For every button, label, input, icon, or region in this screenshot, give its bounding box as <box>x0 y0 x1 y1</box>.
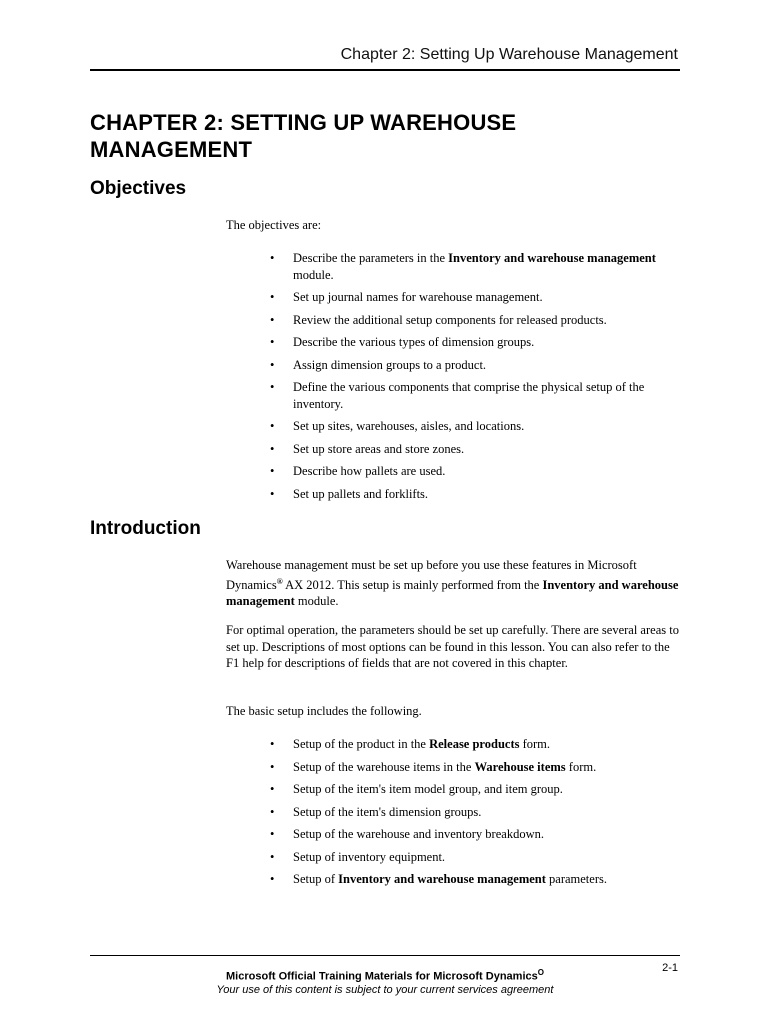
objectives-list <box>226 250 681 508</box>
item-text: Set up journal names for warehouse management. <box>293 290 543 304</box>
bullet-icon: • <box>270 251 275 265</box>
list-item <box>226 804 681 821</box>
bullet-icon: • <box>270 872 275 886</box>
list-item <box>226 289 681 306</box>
list-item <box>226 250 681 283</box>
item-text: Setup of inventory equipment. <box>293 849 446 864</box>
item-text: Describe the various types of dimension groups. <box>293 335 535 349</box>
introduction-paragraph: For optimal operation, the parameters should be set up carefully. There are several areas to set up. Descriptions of most options can be found in this lesson. You can also refer to the F1 help for descriptions of fields that are not covered in this chapter. <box>226 623 679 670</box>
list-item <box>226 418 681 435</box>
bullet-icon: • <box>270 380 275 394</box>
bullet-icon: • <box>270 849 275 864</box>
item-bold-text: Release products <box>429 737 520 751</box>
paragraph-text: Warehouse management must be set up before you use these features in Microsoft Dynamics <box>226 558 637 592</box>
list-item <box>226 486 681 503</box>
bullet-icon: • <box>270 290 275 304</box>
item-bold-text: Inventory and warehouse management <box>338 872 546 886</box>
footer-rule <box>90 955 680 956</box>
footer-title-mark: O <box>537 968 544 977</box>
footer-title-text: Microsoft Official Training Materials for Microsoft Dynamics <box>226 970 538 983</box>
paragraph-bold-text: Inventory and warehouse management <box>226 577 679 609</box>
setup-list <box>226 736 681 894</box>
bullet-icon: • <box>270 464 275 478</box>
item-text: Describe how pallets are used. <box>293 464 446 478</box>
list-item <box>226 312 681 329</box>
item-text: Setup of the warehouse items in the <box>293 759 475 774</box>
footer-notice: Your use of this content is subject to your current services agreement <box>216 984 554 996</box>
list-item <box>226 736 681 753</box>
objectives-intro: The objectives are: <box>226 218 322 232</box>
item-text: Set up sites, warehouses, aisles, and locations. <box>293 419 525 433</box>
item-bold-text: Inventory and warehouse management <box>448 251 656 265</box>
bullet-icon: • <box>270 759 275 774</box>
item-text: form. <box>565 759 597 774</box>
footer-title <box>90 968 680 983</box>
list-item <box>226 826 681 843</box>
registered-mark: ® <box>276 576 283 586</box>
item-text: Set up pallets and forklifts. <box>293 486 429 501</box>
item-text: module. <box>293 267 334 282</box>
bullet-icon: • <box>270 335 275 349</box>
bullet-icon: • <box>270 486 275 501</box>
objectives-heading: Objectives <box>90 178 187 199</box>
introduction-paragraph: The basic setup includes the following. <box>226 704 422 718</box>
bullet-icon: • <box>270 357 275 372</box>
item-text: Assign dimension groups to a product. <box>293 357 487 372</box>
page-number: 2-1 <box>662 962 678 974</box>
item-text: Setup of <box>293 872 339 886</box>
item-text: parameters. <box>545 872 607 886</box>
list-item <box>226 781 681 798</box>
item-text: Setup of the item's item model group, and item group. <box>293 782 563 796</box>
item-text: Describe the parameters in the <box>293 251 449 265</box>
list-item <box>226 379 681 412</box>
list-item <box>226 759 681 776</box>
header-rule <box>90 69 680 71</box>
bullet-icon: • <box>270 827 275 841</box>
introduction-paragraph <box>226 557 681 610</box>
item-text: Review the additional setup components for released products. <box>293 312 607 327</box>
bullet-icon: • <box>270 737 275 751</box>
list-item <box>226 334 681 351</box>
paragraph-text: module. <box>294 594 339 609</box>
paragraph-text: AX 2012. This setup is mainly performed from the <box>282 577 543 592</box>
bullet-icon: • <box>270 804 275 819</box>
chapter-title: CHAPTER 2: SETTING UP WAREHOUSE MANAGEMENT <box>90 110 517 162</box>
item-text: Setup of the warehouse and inventory breakdown. <box>293 827 544 841</box>
item-bold-text: Warehouse items <box>474 759 566 774</box>
running-header: Chapter 2: Setting Up Warehouse Management <box>340 46 678 63</box>
list-item <box>226 871 681 888</box>
bullet-icon: • <box>270 782 275 796</box>
introduction-heading: Introduction <box>90 518 201 539</box>
item-text: Set up store areas and store zones. <box>293 441 465 456</box>
item-text: Setup of the product in the <box>293 737 430 751</box>
bullet-icon: • <box>270 312 275 327</box>
list-item <box>226 441 681 458</box>
item-text: Define the various components that comprise the physical setup of the inventory. <box>293 380 645 411</box>
list-item <box>226 463 681 480</box>
bullet-icon: • <box>270 419 275 433</box>
list-item <box>226 357 681 374</box>
list-item <box>226 849 681 866</box>
bullet-icon: • <box>270 441 275 456</box>
item-text: Setup of the item's dimension groups. <box>293 804 482 819</box>
item-text: form. <box>519 737 551 751</box>
